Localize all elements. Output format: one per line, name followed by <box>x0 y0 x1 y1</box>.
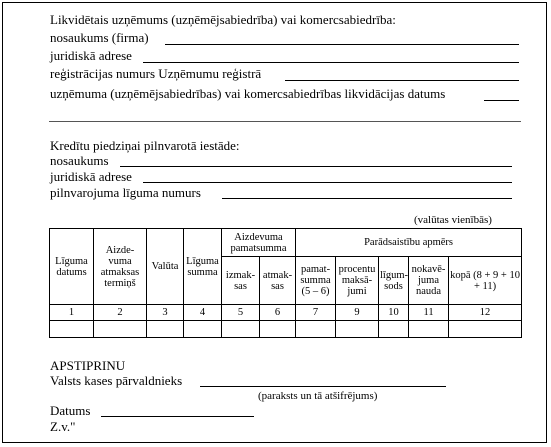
debt-table <box>49 228 522 338</box>
header-loan-principal: Aizdevuma pamatsumma <box>222 229 296 257</box>
date-field[interactable] <box>101 416 254 417</box>
institution-address-field[interactable] <box>143 182 512 183</box>
institution-address-label: juridiskā adrese <box>50 169 132 184</box>
table-cell[interactable] <box>260 321 296 338</box>
liquidated-address-label: juridiskā adrese <box>50 48 132 63</box>
header-debt-amount: Parādsaistību apmērs <box>296 229 522 257</box>
table-cell[interactable] <box>50 321 94 338</box>
table-cell[interactable] <box>94 321 147 338</box>
header-late-fee: nokavē-juma nauda <box>409 257 449 305</box>
institution-contract-field[interactable] <box>222 198 512 199</box>
liquidated-name-field[interactable] <box>165 44 519 45</box>
section-divider <box>49 121 521 122</box>
column-number: 9 <box>336 305 379 321</box>
table-cell[interactable] <box>184 321 222 338</box>
header-contract-sum: Līguma summa <box>184 229 222 305</box>
table-cell[interactable] <box>409 321 449 338</box>
header-repaid: atmak-sas <box>260 257 296 305</box>
stamp-label: Z.v." <box>50 419 76 434</box>
table-cell[interactable] <box>147 321 184 338</box>
column-number: 3 <box>147 305 184 321</box>
liquidated-address-field[interactable] <box>143 62 519 63</box>
institution-name-field[interactable] <box>120 166 512 167</box>
treasurer-label: Valsts kases pārvaldnieks <box>50 373 183 388</box>
approval-title: APSTIPRINU <box>50 358 126 373</box>
header-total: kopā (8 + 9 + 10 + 11) <box>449 257 522 305</box>
column-number: 6 <box>260 305 296 321</box>
liquidated-name-label: nosaukums (firma) <box>50 30 149 45</box>
institution-contract-label: pilnvarojuma līguma numurs <box>50 185 201 200</box>
column-number: 2 <box>94 305 147 321</box>
column-number: 10 <box>379 305 409 321</box>
header-principal: pamat-summa (5 – 6) <box>296 257 336 305</box>
column-number: 1 <box>50 305 94 321</box>
table-cell[interactable] <box>296 321 336 338</box>
liquidated-reg-field[interactable] <box>285 80 519 81</box>
liquidated-date-field[interactable] <box>484 100 519 101</box>
liquidated-date-label: uzņēmuma (uzņēmējsabiedrības) vai komercsabiedrības likvidācijas datums <box>50 86 446 101</box>
header-interest: procentu maksā-jumi <box>336 257 379 305</box>
column-number: 4 <box>184 305 222 321</box>
header-loan-term: Aizde-vuma atmaksas termiņš <box>94 229 147 305</box>
liquidated-title: Likvidētais uzņēmums (uzņēmējsabiedrība) vai komercsabiedrība: <box>50 12 396 27</box>
institution-name-label: nosaukums <box>50 153 109 168</box>
header-paid-out: izmak-sas <box>222 257 260 305</box>
header-currency: Valūta <box>147 229 184 305</box>
table-cell[interactable] <box>449 321 522 338</box>
units-note: (valūtas vienībās) <box>414 214 492 226</box>
header-contract-date: Līguma datums <box>50 229 94 305</box>
column-number: 12 <box>449 305 522 321</box>
table-cell[interactable] <box>336 321 379 338</box>
column-number: 11 <box>409 305 449 321</box>
column-number: 5 <box>222 305 260 321</box>
liquidated-reg-label: reģistrācijas numurs Uzņēmumu reģistrā <box>50 66 262 81</box>
signature-field[interactable] <box>200 386 446 387</box>
table-cell[interactable] <box>222 321 260 338</box>
header-contract-fine: līgum-sods <box>379 257 409 305</box>
signature-note: (paraksts un tā atšifrējums) <box>258 390 378 402</box>
column-number: 7 <box>296 305 336 321</box>
table-cell[interactable] <box>379 321 409 338</box>
date-label: Datums <box>50 403 91 418</box>
institution-title: Kredītu piedziņai pilnvarotā iestāde: <box>50 138 240 153</box>
